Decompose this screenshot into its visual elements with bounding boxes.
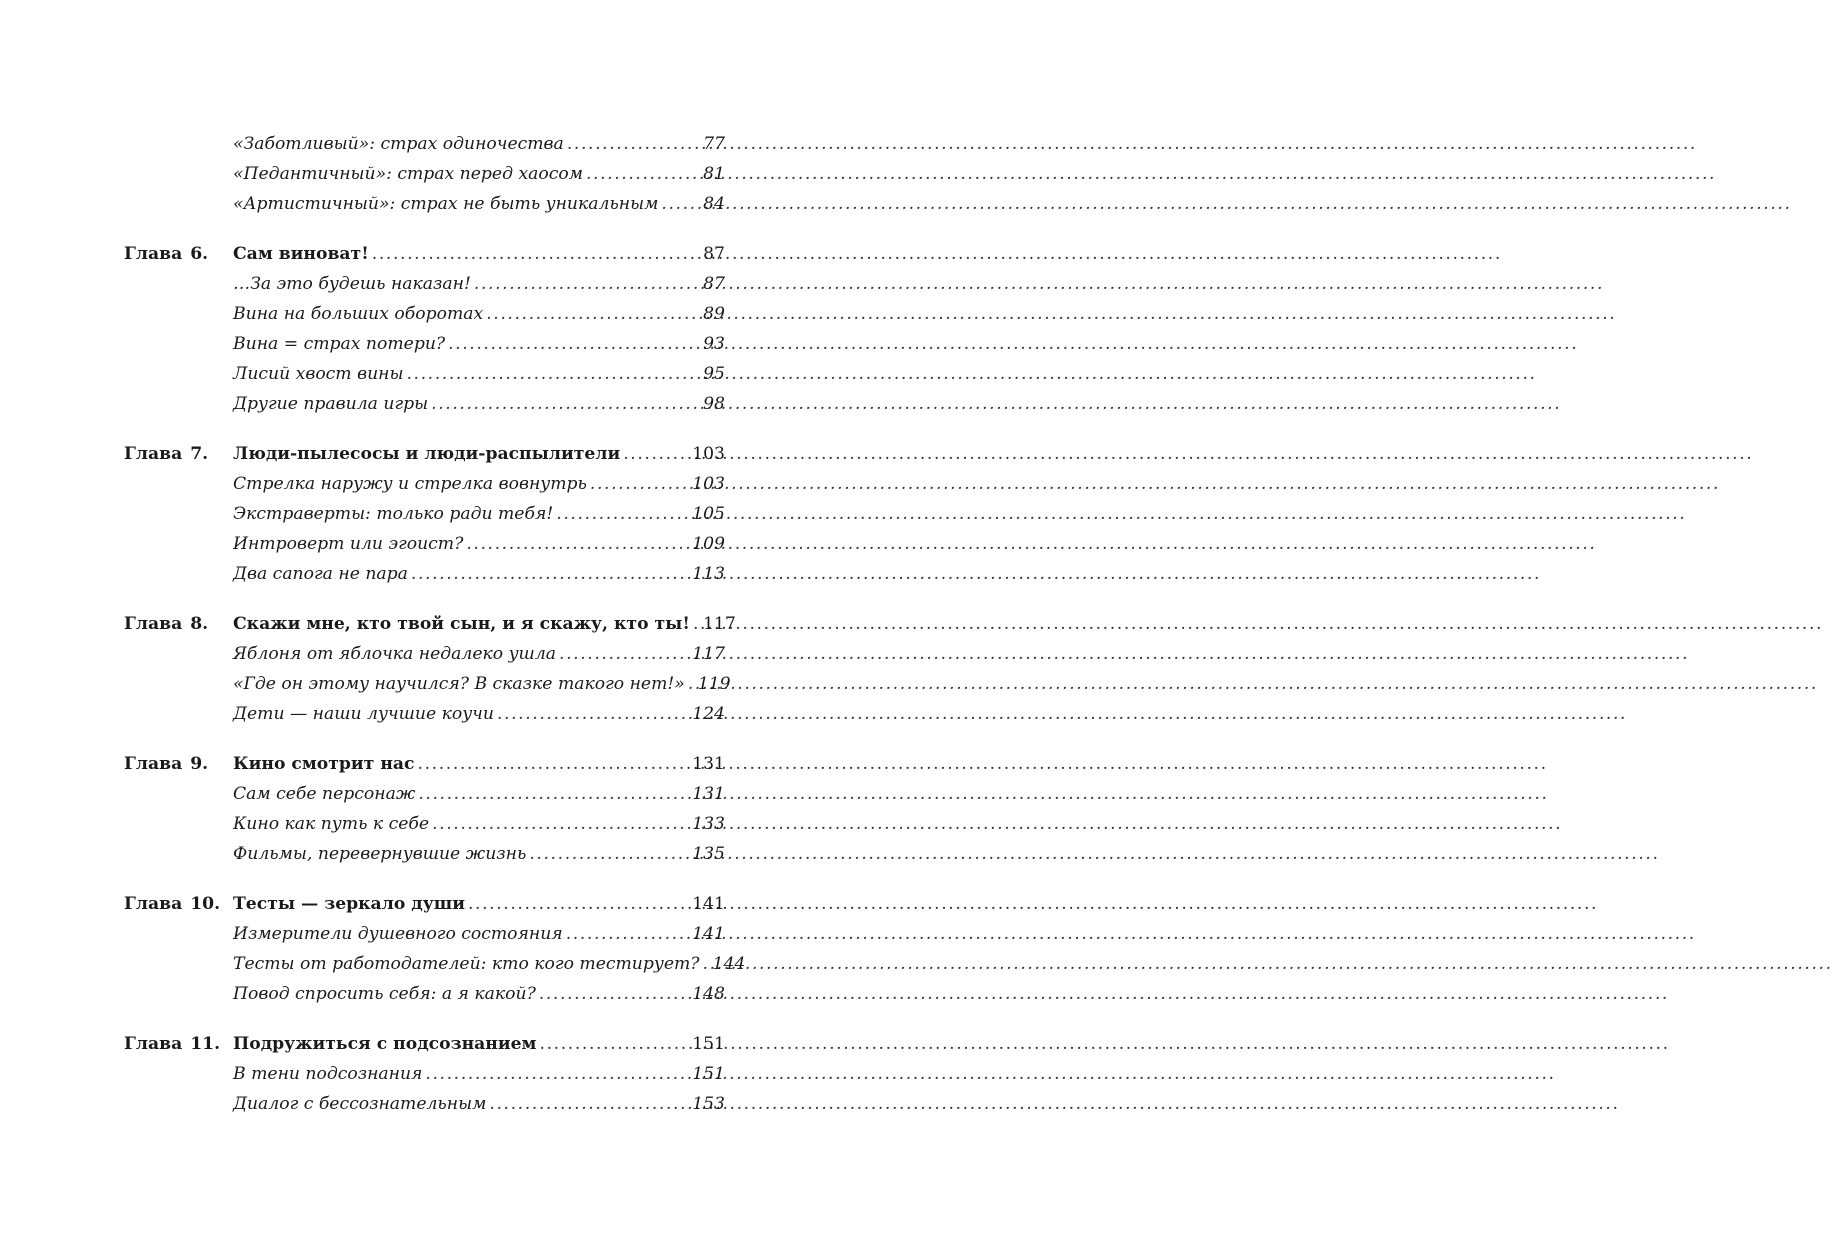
toc-chapter-entry[interactable] — [233, 239, 725, 269]
page-number: 119 — [697, 674, 731, 694]
chapter-label — [124, 749, 208, 779]
dot-leader — [688, 669, 696, 699]
page-number: 135 — [692, 844, 725, 864]
page-number: 133 — [692, 814, 725, 834]
dot-leader — [474, 269, 701, 299]
page-number: 151 — [692, 1064, 725, 1084]
toc-section-entry[interactable] — [233, 469, 725, 499]
page-number: 95 — [703, 364, 725, 384]
dot-leader — [556, 499, 690, 529]
section-title: В тени подсознания — [233, 1064, 423, 1084]
page-number: 105 — [692, 504, 725, 524]
page-number: 93 — [703, 334, 725, 354]
page-number: 103 — [692, 474, 725, 494]
section-title: Интроверт или эгоист? — [233, 534, 464, 554]
chapter-word: Глава — [124, 1034, 183, 1054]
chapter-label — [124, 239, 208, 269]
page-number: 81 — [703, 164, 725, 184]
dot-leader — [406, 359, 701, 389]
toc-section-entry[interactable] — [233, 699, 725, 729]
page-number: 98 — [703, 394, 725, 414]
toc-chapter-entry[interactable] — [233, 609, 736, 639]
page-number: 131 — [692, 754, 725, 774]
dot-leader — [661, 189, 701, 219]
page-number: 87 — [703, 274, 725, 294]
toc-section-entry[interactable] — [233, 1089, 725, 1119]
chapter-label — [124, 889, 220, 919]
chapter-number: 6. — [190, 244, 209, 264]
chapter-title: Скажи мне, кто твой сын, и я скажу, кто ты! — [233, 614, 690, 634]
dot-leader — [539, 979, 690, 1009]
page-number: 124 — [692, 704, 725, 724]
dot-leader — [623, 439, 690, 469]
dot-leader — [586, 159, 701, 189]
page-number: 89 — [703, 304, 725, 324]
chapter-word: Глава — [124, 754, 183, 774]
dot-leader — [372, 239, 701, 269]
toc-section-entry[interactable] — [233, 359, 725, 389]
toc-section-entry[interactable] — [233, 189, 725, 219]
toc-chapter-entry[interactable] — [233, 749, 725, 779]
section-title: «Где он этому научился? В сказке такого нет!» — [233, 674, 685, 694]
chapter-number: 8. — [190, 614, 209, 634]
section-title: «Артистичный»: страх не быть уникальным — [233, 194, 659, 214]
dot-leader — [693, 609, 701, 639]
chapter-label — [124, 1029, 220, 1059]
chapter-number: 11. — [190, 1034, 221, 1054]
page-number: 141 — [692, 924, 725, 944]
page-number: 103 — [692, 444, 725, 464]
chapter-word: Глава — [124, 444, 183, 464]
chapter-word: Глава — [124, 244, 183, 264]
page-number: 151 — [692, 1034, 725, 1054]
chapter-title: Тесты — зеркало души — [233, 894, 465, 914]
section-title: Экстраверты: только ради тебя! — [233, 504, 554, 524]
dot-leader — [486, 299, 701, 329]
dot-leader — [703, 949, 711, 979]
section-title: «Педантичный»: страх перед хаосом — [233, 164, 583, 184]
chapter-title: Кино смотрит нас — [233, 754, 415, 774]
chapter-word: Глава — [124, 614, 183, 634]
section-title: Повод спросить себя: а я какой? — [233, 984, 536, 1004]
section-title: Фильмы, перевернувшие жизнь — [233, 844, 527, 864]
dot-leader — [411, 559, 690, 589]
toc-section-entry[interactable] — [233, 529, 725, 559]
dot-leader — [432, 809, 690, 839]
dot-leader — [418, 779, 690, 809]
chapter-word: Глава — [124, 894, 183, 914]
dot-leader — [567, 129, 701, 159]
section-title: Дети — наши лучшие коучи — [233, 704, 494, 724]
toc-section-entry[interactable] — [233, 389, 725, 419]
toc-section-entry[interactable] — [233, 329, 725, 359]
page-number: 144 — [712, 954, 746, 974]
chapter-label — [124, 609, 208, 639]
chapter-title: Подружиться с подсознанием — [233, 1034, 537, 1054]
chapter-number: 7. — [190, 444, 209, 464]
toc-section-entry[interactable] — [233, 979, 725, 1009]
page-number: 113 — [692, 564, 725, 584]
dot-leader — [466, 529, 690, 559]
chapter-number: 9. — [190, 754, 209, 774]
page-number: 117 — [692, 644, 725, 664]
dot-leader — [489, 1089, 690, 1119]
toc-section-entry[interactable] — [233, 559, 725, 589]
section-title: Два сапога не пара — [233, 564, 408, 584]
page-number: 148 — [692, 984, 725, 1004]
chapter-title: Люди-пылесосы и люди-распылители — [233, 444, 621, 464]
toc-section-entry[interactable] — [233, 269, 725, 299]
toc-section-entry[interactable] — [233, 919, 725, 949]
dot-leader — [468, 889, 690, 919]
dot-leader — [540, 1029, 691, 1059]
toc-chapter-entry[interactable] — [233, 1029, 725, 1059]
toc-section-entry[interactable] — [233, 839, 725, 869]
section-title: «Заботливый»: страх одиночества — [233, 134, 564, 154]
page-number: 141 — [692, 894, 725, 914]
section-title: Лисий хвост вины — [233, 364, 404, 384]
toc-section-entry[interactable] — [233, 129, 725, 159]
dot-leader — [418, 749, 691, 779]
page-number: 77 — [703, 134, 725, 154]
dot-leader — [566, 919, 691, 949]
section-title: Измерители душевного состояния — [233, 924, 563, 944]
page-number: 87 — [703, 244, 725, 264]
dot-leader — [529, 839, 690, 869]
toc-section-entry[interactable] — [233, 159, 725, 189]
page-number: 117 — [702, 614, 736, 634]
toc-section-entry[interactable] — [233, 949, 746, 979]
section-title: Яблоня от яблочка недалеко ушла — [233, 644, 557, 664]
toc-section-entry[interactable] — [233, 299, 725, 329]
page-number: 131 — [692, 784, 725, 804]
toc-section-entry[interactable] — [233, 669, 731, 699]
dot-leader — [431, 389, 701, 419]
section-title: Кино как путь к себе — [233, 814, 430, 834]
toc-section-entry[interactable] — [233, 499, 725, 529]
dot-leader — [425, 1059, 690, 1089]
dot-leader — [448, 329, 701, 359]
toc-section-entry[interactable] — [233, 779, 725, 809]
toc-section-entry[interactable] — [233, 639, 725, 669]
section-title: Другие правила игры — [233, 394, 429, 414]
toc-section-entry[interactable] — [233, 1059, 725, 1089]
section-title: Тесты от работодателей: кто кого тестирует? — [233, 954, 700, 974]
chapter-number: 10. — [190, 894, 221, 914]
toc-chapter-entry[interactable] — [233, 439, 725, 469]
section-title: Вина на больших оборотах — [233, 304, 484, 324]
toc-chapter-entry[interactable] — [233, 889, 725, 919]
page-number: 153 — [692, 1094, 725, 1114]
section-title: Сам себе персонаж — [233, 784, 416, 804]
page-number: 84 — [703, 194, 725, 214]
chapter-title: Сам виноват! — [233, 244, 369, 264]
dot-leader — [590, 469, 690, 499]
dot-leader — [559, 639, 690, 669]
dot-leader — [497, 699, 690, 729]
table-of-contents — [0, 0, 833, 1240]
page-number: 109 — [692, 534, 725, 554]
section-title: Стрелка наружу и стрелка вовнутрь — [233, 474, 587, 494]
toc-section-entry[interactable] — [233, 809, 725, 839]
chapter-label — [124, 439, 208, 469]
section-title: Диалог с бессознательным — [233, 1094, 487, 1114]
section-title: Вина = страх потери? — [233, 334, 446, 354]
section-title: …За это будешь наказан! — [233, 274, 471, 294]
